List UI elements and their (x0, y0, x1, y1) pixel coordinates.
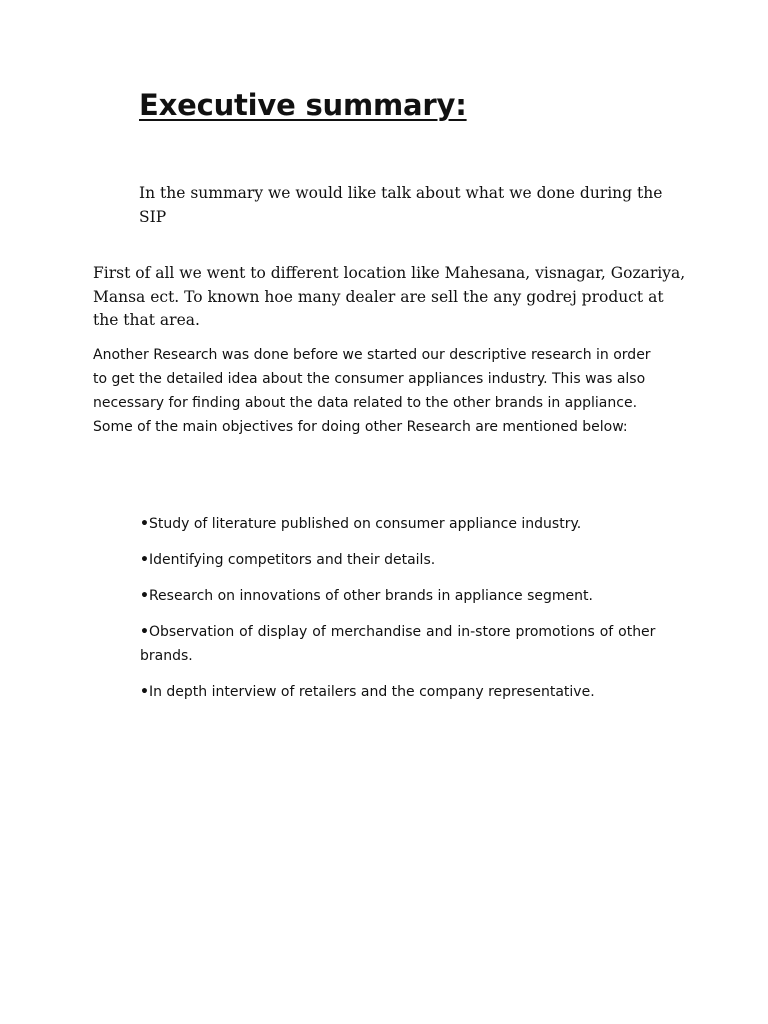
bullet-icon: • (140, 516, 149, 532)
locations-paragraph: First of all we went to different location like Mahesana, visnagar, Gozariya, Mansa ect. To known hoe many dealer are sell the any godrej product at the that area. (93, 264, 686, 329)
page-title: Executive summary: (139, 88, 467, 122)
objective-text: Identifying competitors and their details. (148, 552, 436, 568)
objective-text: Observation of display of merchandise and in-store promotions of other brands. (140, 624, 656, 664)
bullet-icon: • (140, 624, 149, 640)
bullet-icon: • (140, 552, 149, 568)
list-item (140, 680, 680, 704)
list-item (140, 620, 680, 668)
bullet-icon: • (140, 588, 149, 604)
bullet-icon: • (140, 684, 149, 700)
list-item (140, 584, 680, 608)
list-item (140, 548, 680, 572)
objective-text: Research on innovations of other brands in appliance segment. (148, 588, 593, 604)
research-paragraph: Another Research was done before we started our descriptive research in order to get the detailed idea about the consumer appliances industry. This was also necessary for finding about the data related to the other brands in appliance. Some of the main objectives for doing other Research are mentioned below: (93, 347, 651, 435)
objective-text: Study of literature published on consumer appliance industry. (148, 516, 582, 532)
objective-text: In depth interview of retailers and the company representative. (148, 684, 595, 700)
list-item (140, 512, 680, 536)
objectives-list (140, 512, 680, 716)
intro-paragraph: In the summary we would like talk about what we done during the SIP (139, 184, 663, 226)
